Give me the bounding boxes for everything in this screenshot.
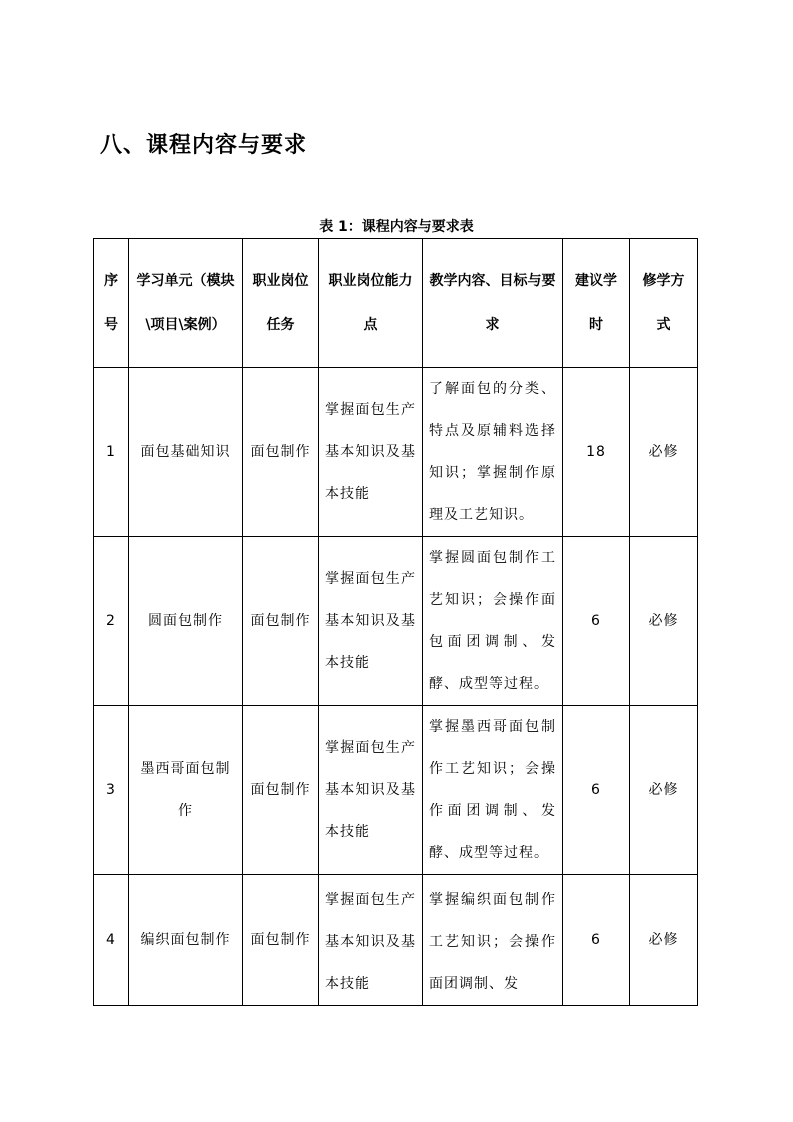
table-row: [94, 537, 698, 706]
cell-no: 1: [94, 368, 129, 537]
cell-task: 面包制作: [243, 875, 319, 1006]
header-cell-hours: 建议学时: [563, 239, 630, 368]
cell-content: 掌握圆面包制作工艺知识；会操作面包面团调制、发酵、成型等过程。: [423, 537, 563, 706]
table-row: [94, 368, 698, 537]
cell-hours: 6: [563, 537, 630, 706]
cell-mode: 必修: [630, 537, 698, 706]
cell-unit: 编织面包制作: [129, 875, 243, 1006]
cell-ability: 掌握面包生产基本知识及基本技能: [319, 875, 423, 1006]
header-cell-ability: 职业岗位能力点: [319, 239, 423, 368]
cell-no: 4: [94, 875, 129, 1006]
header-cell-content: 教学内容、目标与要求: [423, 239, 563, 368]
header-cell-no: 序号: [94, 239, 129, 368]
cell-unit: 圆面包制作: [129, 537, 243, 706]
cell-ability: 掌握面包生产基本知识及基本技能: [319, 706, 423, 875]
course-content-table: [93, 238, 698, 1006]
section-heading: 八、课程内容与要求: [100, 133, 308, 158]
table-row: [94, 875, 698, 1006]
cell-task: 面包制作: [243, 706, 319, 875]
cell-task: 面包制作: [243, 368, 319, 537]
table-caption: 表 1：课程内容与要求表: [319, 219, 474, 235]
cell-unit: 墨西哥面包制作: [129, 706, 243, 875]
header-cell-mode: 修学方式: [630, 239, 698, 368]
cell-hours: 6: [563, 875, 630, 1006]
cell-mode: 必修: [630, 706, 698, 875]
cell-content: 掌握墨西哥面包制作工艺知识；会操作面团调制、发酵、成型等过程。: [423, 706, 563, 875]
cell-mode: 必修: [630, 875, 698, 1006]
cell-mode: 必修: [630, 368, 698, 537]
cell-no: 3: [94, 706, 129, 875]
cell-hours: 6: [563, 706, 630, 875]
cell-ability: 掌握面包生产基本知识及基本技能: [319, 537, 423, 706]
cell-hours: 18: [563, 368, 630, 537]
cell-content: 掌握编织面包制作工艺知识；会操作面团调制、发: [423, 875, 563, 1006]
cell-content: 了解面包的分类、特点及原辅料选择知识；掌握制作原理及工艺知识。: [423, 368, 563, 537]
table-row: [94, 706, 698, 875]
cell-ability: 掌握面包生产基本知识及基本技能: [319, 368, 423, 537]
header-cell-unit: 学习单元（模块\项目\案例）: [129, 239, 243, 368]
cell-task: 面包制作: [243, 537, 319, 706]
header-cell-task: 职业岗位任务: [243, 239, 319, 368]
cell-unit: 面包基础知识: [129, 368, 243, 537]
cell-no: 2: [94, 537, 129, 706]
table-header-row: [94, 239, 698, 368]
